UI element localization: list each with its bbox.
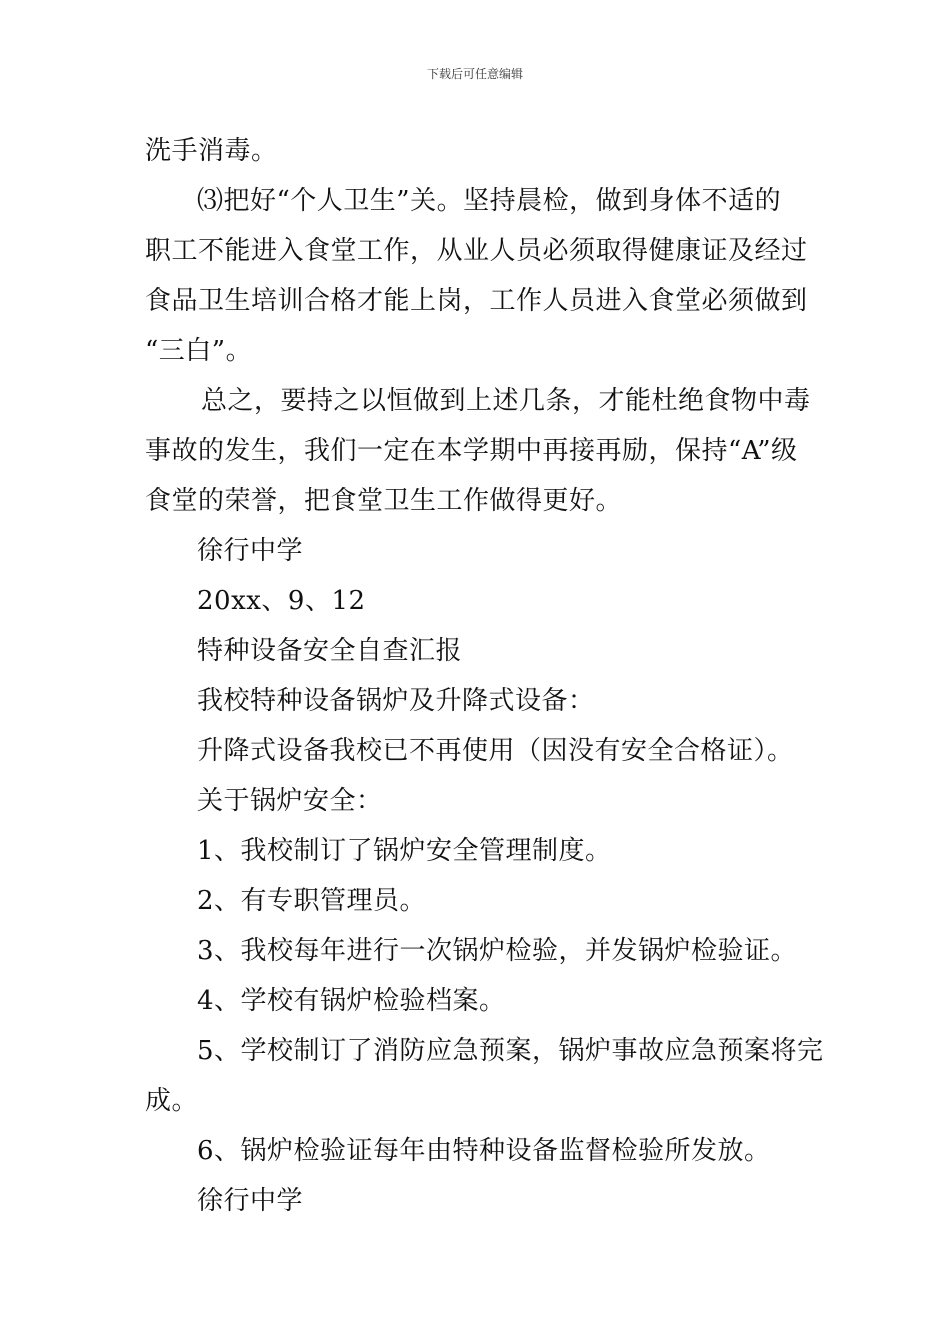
list-item: 2、有专职管理员。 <box>197 886 427 916</box>
list-item: 6、锅炉检验证每年由特种设备监督检验所发放。 <box>197 1136 771 1166</box>
signature-school: 徐行中学 <box>197 536 304 566</box>
list-item: 3、我校每年进行一次锅炉检验，并发锅炉检验证。 <box>197 936 798 966</box>
text-line: 关于锅炉安全： <box>197 786 383 816</box>
document-body <box>145 126 824 1226</box>
text-line: 总之，要持之以恒做到上述几条，才能杜绝食物中毒 <box>201 386 811 416</box>
text-line: 洗手消毒。 <box>145 136 278 166</box>
text-line: 升降式设备我校已不再使用（因没有安全合格证）。 <box>197 736 794 766</box>
text-line: “三白”。 <box>145 336 253 366</box>
signature-date: 20xx、9、12 <box>197 586 366 616</box>
text-line: 职工不能进入食堂工作，从业人员必须取得健康证及经过 <box>145 236 808 266</box>
list-item: 1、我校制订了锅炉安全管理制度。 <box>197 836 612 866</box>
text-line: 食堂的荣誉，把食堂卫生工作做得更好。 <box>145 486 623 516</box>
signature-school: 徐行中学 <box>197 1186 304 1216</box>
text-line: 成。 <box>145 1086 199 1116</box>
text-line: 食品卫生培训合格才能上岗，工作人员进入食堂必须做到 <box>145 286 808 316</box>
list-item: 4、学校有锅炉检验档案。 <box>197 986 506 1016</box>
text-line: 事故的发生，我们一定在本学期中再接再励，保持“A”级 <box>145 436 798 466</box>
header-note: 下载后可任意编辑 <box>426 67 523 81</box>
section-title: 特种设备安全自查汇报 <box>197 636 463 666</box>
text-line: 我校特种设备锅炉及升降式设备： <box>197 686 595 716</box>
text-line: ⑶把好“个人卫生”关。坚持晨检，做到身体不适的 <box>197 186 782 216</box>
list-item: 5、学校制订了消防应急预案，锅炉事故应急预案将完 <box>197 1036 824 1066</box>
